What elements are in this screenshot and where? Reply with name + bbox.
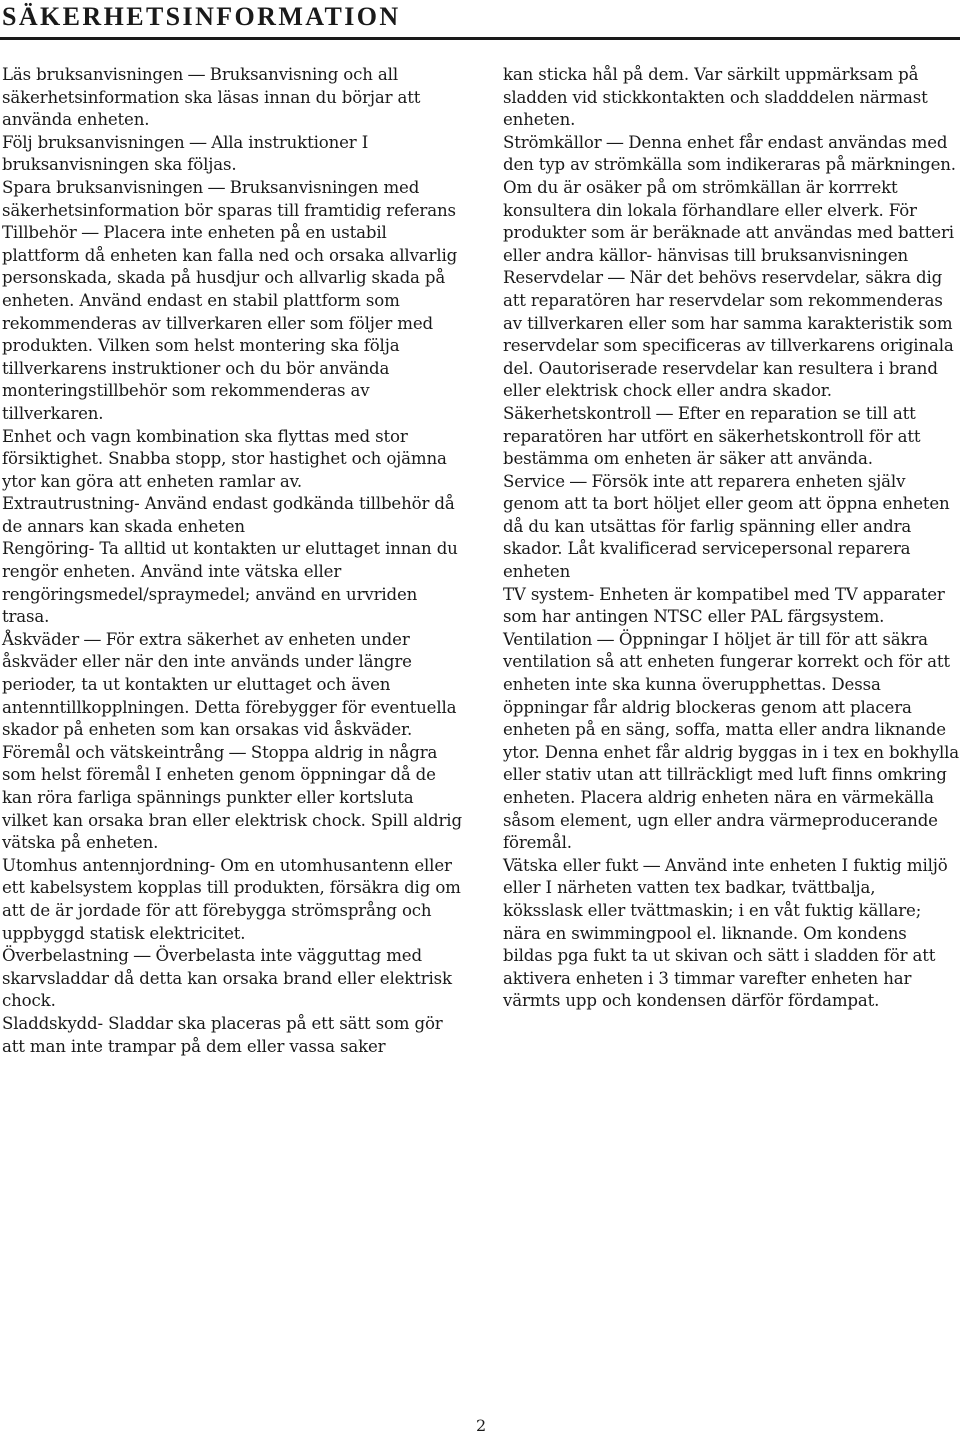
- page-number: 2: [476, 1416, 487, 1435]
- paragraph-tv-system: TV system- Enheten är kompatibel med TV apparater som har antingen NTSC eller PAL färgsystem.: [503, 584, 945, 627]
- right-column: [503, 64, 960, 1013]
- paragraph-ventilation: Ventilation ― Öppningar I höljet är till för att säkra ventilation så att enheten fungerar korrekt och för att enheten inte ska kunna överupphettas. Dessa öppningar får aldrig blockeras genom att placera enheten på en säng, soffa, matta eller andra liknande ytor. Denna enhet får aldrig byggas in i tex en bokhylla eller stativ utan att tillräckligt med luft finns omkring enheten. Placera aldrig enheten nära en värmekälla såsom element, ugn eller andra värmeproducerande föremål.: [503, 629, 960, 853]
- paragraph-cart-combination: Enhet och vagn kombination ska flyttas med stor försiktighet. Snabba stopp, stor hastighet och ojämna ytor kan göra att enheten ramlar av.: [2, 426, 447, 491]
- title-divider: [0, 37, 960, 40]
- paragraph-service: Service ― Försök inte att reparera enheten själv genom att ta bort höljet eller geom att öppna enheten då du kan utsättas för farlig spänning eller andra skador. Låt kvalificerad servicepersonal reparera enheten: [503, 471, 950, 582]
- page-title: SÄKERHETSINFORMATION: [2, 2, 401, 31]
- paragraph-object-liquid-entry: Föremål och vätskeintrång ― Stoppa aldrig in några som helst föremål I enheten genom öppningar då de kan röra farliga spännings punkter eller kortsluta vilket kan orsaka bran eller elektrisk chock. Spill aldrig vätska på enheten.: [2, 742, 462, 853]
- paragraph-outdoor-antenna-grounding: Utomhus antennjordning- Om en utomhusantenn eller ett kabelsystem kopplas till produkten, försäkra dig om att de är jordade för att förebygga strömsprång och uppbyggd statisk elektricitet.: [2, 855, 461, 943]
- paragraph-accessories: Tillbehör ― Placera inte enheten på en ustabil plattform då enheten kan falla ned och orsaka allvarlig personskada, skada på husdjur och allvarlig skada på enheten. Använd endast en stabil plattform som rekommenderas av tillverkaren eller som följer med produkten. Vilken som helst montering ska följa tillverkarens instruktioner och du bör använda monteringstillbehör som rekommenderas av tillverkaren.: [2, 223, 458, 423]
- paragraph-cord-protection-continued: kan sticka hål på dem. Var särkilt uppmärksam på sladden vid stickkontakten och sladddelen närmast enheten.: [503, 65, 928, 130]
- paragraph-cleaning: Rengöring- Ta alltid ut kontakten ur eluttaget innan du rengör enheten. Använd inte vätska eller rengöringsmedel/spraymedel; använd en urvriden trasa.: [2, 539, 458, 627]
- paragraph-read-manual: Läs bruksanvisningen ― Bruksanvisning och all säkerhetsinformation ska läsas innan du börjar att använda enheten.: [2, 65, 421, 130]
- paragraph-thunderstorm: Åskväder ― För extra säkerhet av enheten under åskväder eller när den inte används under längre perioder, ta ut kontakten ur eluttaget och även antenntillkopplningen. Detta förebygger för eventuella skador på enheten som kan orsakas vid åskväder.: [2, 629, 457, 740]
- paragraph-overload: Överbelastning ― Överbelasta inte vägguttag med skarvsladdar då detta kan orsaka brand eller elektrisk chock.: [2, 946, 452, 1011]
- paragraph-power-sources: Strömkällor ― Denna enhet får endast användas med den typ av strömkälla som indikeraras på märkningen. Om du är osäker på om strömkällan är korrrekt konsultera din lokala förhandlare eller elverk. För produkter som är beräknade att användas med batteri eller andra källor- hänvisas till bruksanvisningen: [503, 132, 956, 265]
- paragraph-extra-equipment: Extrautrustning- Använd endast godkända tillbehör då de annars kan skada enheten: [2, 494, 455, 536]
- paragraph-liquid-moisture: Vätska eller fukt ― Använd inte enheten I fuktig miljö eller I närheten vatten tex badkar, tvättbalja, köksslask eller tvättmaskin; i en våt fuktig källare; nära en swimmingpool el. liknande. Om kondens bildas pga fukt ta ut skivan och sätt i sladden för att aktivera enheten i 3 timmar varefter enheten har värmts upp och kondensen därför fördampat.: [503, 855, 948, 1011]
- paragraph-cord-protection: Sladdskydd- Sladdar ska placeras på ett sätt som gör att man inte trampar på dem eller vassa saker: [2, 1013, 443, 1056]
- left-column: [2, 64, 464, 1058]
- paragraph-save-manual: Spara bruksanvisningen ― Bruksanvisningen med säkerhetsinformation bör sparas till framtidig referans: [2, 177, 456, 220]
- paragraph-follow-manual: Följ bruksanvisningen ― Alla instruktioner I bruksanvisningen ska följas.: [2, 132, 369, 175]
- paragraph-safety-check: Säkerhetskontroll ― Efter en reparation se till att reparatören har utfört en säkerhetskontroll för att bestämma om enheten är säker att använda.: [503, 403, 921, 469]
- paragraph-replacement-parts: Reservdelar ― När det behövs reservdelar, säkra dig att reparatören har reservdelar som rekommenderas av tillverkaren eller som har samma karakteristik som reservdelar som specificeras av tillverkarens originala del. Oautoriserade reservdelar kan resultera i brand eller elektrisk chock eller andra skador.: [503, 268, 954, 401]
